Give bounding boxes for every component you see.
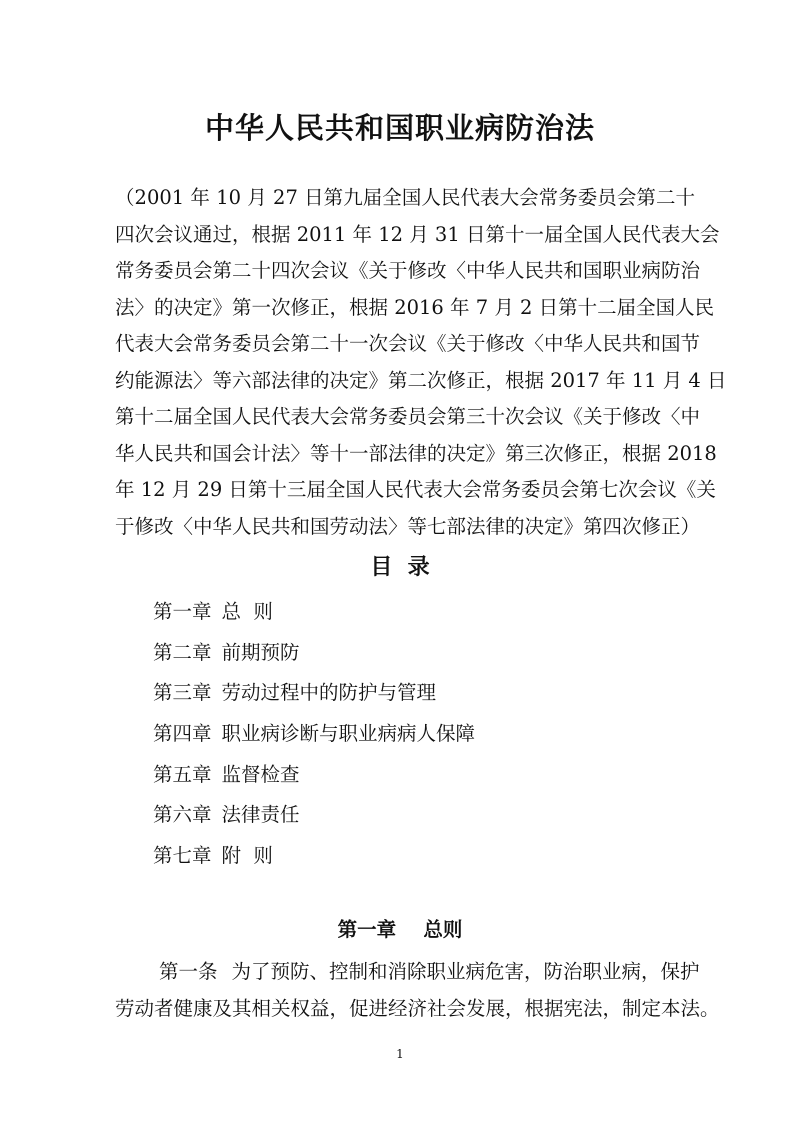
toc-chapter-number: 第五章 — [153, 762, 212, 786]
toc-item — [153, 714, 653, 755]
toc-chapter-name: 前期预防 — [221, 640, 300, 664]
toc-item — [153, 836, 653, 877]
article-line — [115, 954, 700, 991]
toc-chapter-number: 第七章 — [153, 844, 212, 868]
toc-item — [153, 633, 653, 674]
toc-chapter-number: 第六章 — [153, 803, 212, 827]
article-line: 劳动者健康及其相关权益，促进经济社会发展，根据宪法，制定本法。 — [115, 996, 720, 1020]
toc-chapter-name: 职业病诊断与职业病病人保障 — [221, 722, 476, 746]
article-text: 为了预防、控制和消除职业病危害，防治职业病，保护 — [231, 960, 700, 983]
preamble-line: 第十二届全国人民代表大会常务委员会第三十次会议《关于修改〈中 — [115, 405, 701, 428]
preamble-line: 年 12 月 29 日第十三届全国人民代表大会常务委员会第七次会议《关 — [115, 478, 716, 501]
preamble-line: 约能源法〉等六部法律的决定》第二次修正，根据 2017 年 11 月 4 日 — [115, 368, 727, 392]
article-number: 第一条 — [159, 960, 218, 983]
toc-chapter-name: 法律责任 — [221, 803, 300, 827]
toc-chapter-number: 第一章 — [153, 600, 212, 623]
toc-chapter-number: 第二章 — [153, 640, 212, 664]
document-title: 中华人民共和国职业病防治法 — [204, 111, 595, 145]
toc-chapter-number: 第四章 — [153, 722, 212, 746]
preamble-line: 代表大会常务委员会第二十一次会议《关于修改〈中华人民共和国节 — [115, 332, 701, 355]
preamble-line: 四次会议通过，根据 2011 年 12 月 31 日第十一届全国人民代表大会 — [115, 222, 720, 246]
toc-chapter-name: 总 则 — [221, 600, 273, 623]
toc-item — [153, 673, 653, 714]
toc-chapter-name: 劳动过程中的防护与管理 — [221, 681, 437, 705]
article-1 — [115, 954, 720, 1027]
preamble-line: （2001 年 10 月 27 日第九届全国人民代表大会常务委员会第二十 — [115, 186, 695, 209]
preamble-line: 法〉的决定》第一次修正，根据 2016 年 7 月 2 日第十二届全国人民 — [115, 295, 715, 319]
table-of-contents — [153, 592, 653, 877]
preamble-line: 于修改〈中华人民共和国劳动法〉等七部法律的决定》第四次修正） — [115, 514, 701, 538]
toc-item — [153, 592, 653, 633]
toc-chapter-number: 第三章 — [153, 681, 212, 705]
page-number: 1 — [396, 1047, 404, 1061]
toc-heading: 目 录 — [370, 555, 430, 580]
toc-chapter-name: 附 则 — [221, 844, 273, 868]
preamble-line: 常务委员会第二十四次会议《关于修改〈中华人民共和国职业病防治 — [115, 259, 701, 282]
toc-chapter-name: 监督检查 — [221, 762, 300, 786]
preamble — [115, 180, 727, 545]
chapter-heading: 第一章 总则 — [337, 918, 463, 941]
preamble-line: 华人民共和国会计法〉等十一部法律的决定》第三次修正，根据 2018 — [115, 441, 717, 465]
toc-item — [153, 755, 653, 796]
toc-item — [153, 795, 653, 836]
